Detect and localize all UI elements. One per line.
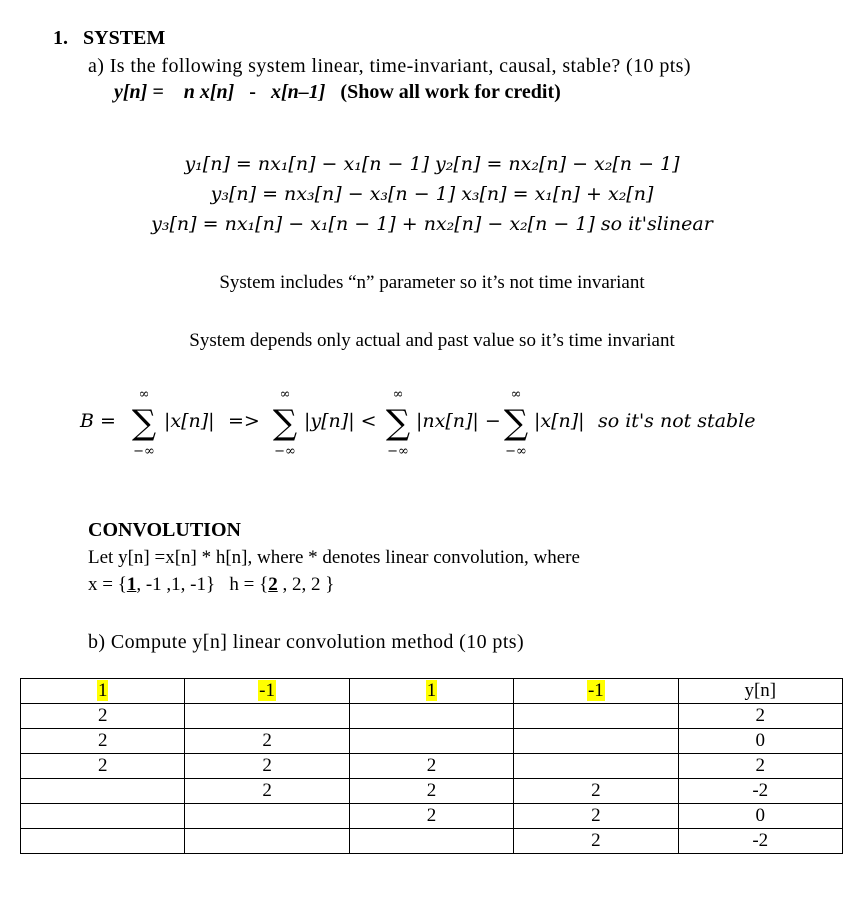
equation-minus: - <box>249 81 256 103</box>
sum3-term: |nx[n]| − <box>416 410 501 432</box>
x-rest: , -1 ,1, -1} <box>136 574 216 595</box>
sum4-sigma: ∑ <box>503 403 529 443</box>
stability-expression <box>78 385 798 460</box>
table-cell <box>185 704 349 729</box>
x-value-2: -1 <box>259 680 275 701</box>
sequence-definitions <box>88 574 334 596</box>
table-cell <box>21 829 185 854</box>
table-row <box>21 779 843 804</box>
table-header-row <box>21 679 843 704</box>
equation-note: (Show all work for credit) <box>340 81 561 103</box>
table-cell: 2 <box>21 754 185 779</box>
table-cell-y: 0 <box>678 804 842 829</box>
convolution-title: CONVOLUTION <box>88 519 241 541</box>
sum3-lower: −∞ <box>387 444 409 459</box>
table-row <box>21 829 843 854</box>
stability-b-label: B = <box>80 410 116 432</box>
x-value-4: -1 <box>587 680 604 701</box>
table-cell-y: -2 <box>678 779 842 804</box>
x-value-1: 1 <box>97 680 108 701</box>
equation-term2: x[n–1] <box>270 81 326 103</box>
table-cell: 2 <box>514 779 678 804</box>
table-cell-y: 2 <box>678 704 842 729</box>
table-cell <box>21 804 185 829</box>
linearity-line-1: y₁[n] = nx₁[n] − x₁[n − 1] y₂[n] = nx₂[n] − x₂[n − 1] <box>184 153 680 175</box>
table-cell: 2 <box>349 779 513 804</box>
sum4-upper: ∞ <box>510 387 522 402</box>
question-a: a) Is the following system linear, time-invariant, causal, stable? (10 pts) <box>88 55 691 77</box>
implies-arrow: => <box>228 410 260 432</box>
sum2-term: |y[n]| < <box>304 410 377 432</box>
sum4-term: |x[n]| <box>534 410 585 432</box>
x-prefix: x = { <box>88 574 127 595</box>
table-cell: 2 <box>21 704 185 729</box>
table-cell: 2 <box>514 829 678 854</box>
table-cell: 2 <box>185 729 349 754</box>
table-row <box>21 729 843 754</box>
linearity-line-3: y₃[n] = nx₁[n] − x₁[n − 1] + nx₂[n] − x₂[n − 1] so it'slinear <box>151 213 713 235</box>
table-cell: 2 <box>185 779 349 804</box>
table-cell <box>514 754 678 779</box>
table-cell <box>514 704 678 729</box>
sum1-sigma: ∑ <box>131 403 157 443</box>
header-cell <box>21 679 185 704</box>
linearity-line-2: y₃[n] = nx₃[n] − x₃[n − 1] x₃[n] = x₁[n] + x₂[n] <box>210 183 654 205</box>
table-cell: 2 <box>349 804 513 829</box>
table-row <box>21 804 843 829</box>
sum4-lower: −∞ <box>505 444 527 459</box>
x-first-value: 1 <box>126 574 137 595</box>
table-row <box>21 704 843 729</box>
causality-statement: System depends only actual and past value so it’s time invariant <box>189 330 675 351</box>
section-title <box>53 27 165 50</box>
convolution-definition: Let y[n] =x[n] * h[n], where * denotes linear convolution, where <box>88 547 580 568</box>
table-cell-y: 2 <box>678 754 842 779</box>
h-rest: , 2, 2 } <box>277 574 335 595</box>
convolution-table <box>20 678 843 854</box>
table-cell: 2 <box>185 754 349 779</box>
sum2-upper: ∞ <box>279 387 291 402</box>
x-value-3: 1 <box>426 680 437 701</box>
table-cell: 2 <box>349 754 513 779</box>
sum1-upper: ∞ <box>138 387 150 402</box>
sum2-sigma: ∑ <box>272 403 298 443</box>
table-cell <box>349 704 513 729</box>
table-row <box>21 754 843 779</box>
system-equation <box>114 81 561 104</box>
h-first-value: 2 <box>268 574 278 595</box>
table-cell-y: 0 <box>678 729 842 754</box>
header-cell <box>514 679 678 704</box>
section-number: 1. <box>53 27 68 49</box>
section-title-text: SYSTEM <box>83 27 166 49</box>
question-b: b) Compute y[n] linear convolution method (10 pts) <box>88 631 525 653</box>
sum1-lower: −∞ <box>133 444 155 459</box>
stability-conclusion: so it's not stable <box>598 410 756 432</box>
table-cell <box>185 829 349 854</box>
sum2-lower: −∞ <box>274 444 296 459</box>
header-cell <box>349 679 513 704</box>
table-cell-y: -2 <box>678 829 842 854</box>
table-cell: 2 <box>514 804 678 829</box>
time-invariance-statement: System includes “n” parameter so it’s not time invariant <box>219 272 645 293</box>
table-cell <box>349 729 513 754</box>
header-cell <box>185 679 349 704</box>
sum3-upper: ∞ <box>392 387 404 402</box>
table-cell <box>185 804 349 829</box>
equation-term1: n x[n] <box>183 81 235 103</box>
table-cell: 2 <box>21 729 185 754</box>
table-cell <box>21 779 185 804</box>
table-cell <box>514 729 678 754</box>
header-cell-y: y[n] <box>678 679 842 704</box>
h-prefix: h = { <box>229 574 269 595</box>
sum1-term: |x[n]| <box>164 410 215 432</box>
equation-lhs: y[n] = <box>114 81 164 103</box>
table-cell <box>349 829 513 854</box>
sum3-sigma: ∑ <box>385 403 411 443</box>
